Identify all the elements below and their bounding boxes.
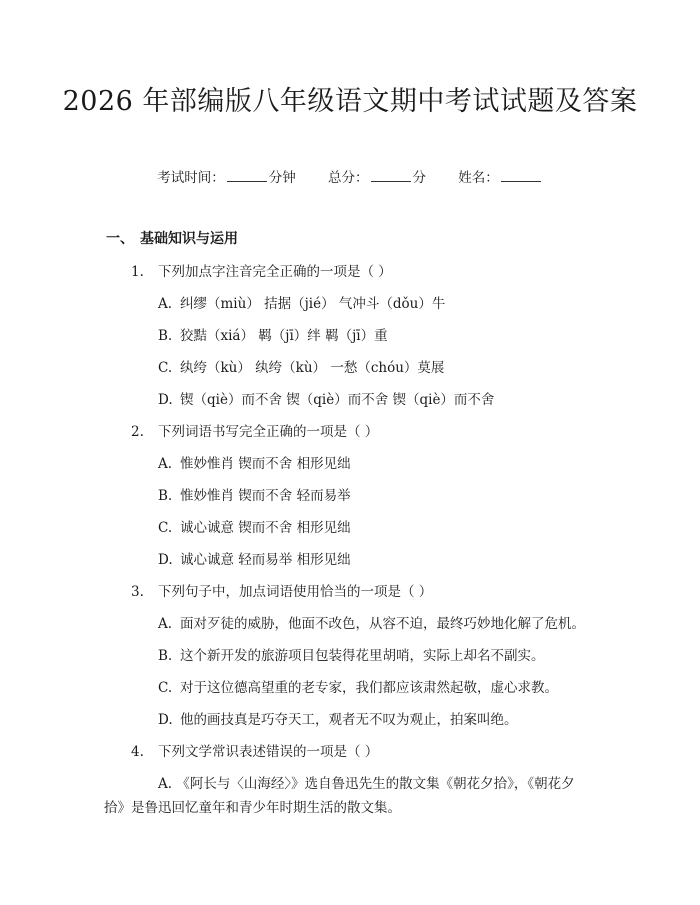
total-score-field bbox=[328, 168, 426, 188]
question-number: 4. bbox=[131, 744, 144, 760]
question-4-option-a-paragraph: A. 《阿长与〈山海经〉》选自鲁迅先生的散文集《朝花夕拾》，《朝花夕拾》是鲁迅回忆童年和青少年时期生活的散文集。 bbox=[104, 776, 575, 816]
option-text: 锲（qiè）而不舍 锲（qiè）而不舍 锲（qiè）而不舍 bbox=[180, 392, 495, 408]
option-label: A. bbox=[158, 296, 173, 312]
option-text: 狡黠（xiá） 羁（jī）绊 羁（jī）重 bbox=[180, 328, 388, 344]
option-text: 诚心诚意 锲而不舍 相形见绌 bbox=[180, 520, 351, 536]
question-3-option-a bbox=[158, 614, 585, 634]
score-label: 总分： bbox=[328, 170, 369, 186]
page-title: 2026 年部编版八年级语文期中考试试题及答案 bbox=[62, 86, 638, 117]
question-2 bbox=[131, 422, 378, 442]
option-label: C. bbox=[158, 360, 173, 376]
question-text: 下列文学常识表述错误的一项是（ ） bbox=[158, 744, 379, 760]
question-1-option-b bbox=[158, 326, 388, 346]
section-title: 基础知识与运用 bbox=[140, 231, 238, 247]
score-blank bbox=[371, 168, 411, 182]
score-unit: 分 bbox=[412, 170, 426, 186]
question-2-option-b bbox=[158, 486, 351, 506]
option-label: D. bbox=[158, 552, 173, 568]
name-label: 姓名： bbox=[458, 170, 499, 186]
time-label: 考试时间： bbox=[157, 170, 225, 186]
question-3-option-d bbox=[158, 710, 518, 730]
option-text: 纨绔（kù） 纨绔（kù） 一愁（chóu）莫展 bbox=[180, 360, 445, 376]
time-unit: 分钟 bbox=[268, 170, 296, 186]
exam-info-line bbox=[0, 168, 700, 188]
question-1-option-d bbox=[158, 390, 494, 410]
question-2-option-d bbox=[158, 550, 351, 570]
section-heading bbox=[106, 229, 238, 249]
question-3 bbox=[131, 582, 432, 602]
option-text: 对于这位德高望重的老专家，我们都应该肃然起敬，虚心求教。 bbox=[180, 680, 558, 696]
name-field bbox=[458, 168, 543, 188]
name-blank bbox=[501, 168, 541, 182]
question-text: 下列加点字注音完全正确的一项是（ ） bbox=[158, 264, 392, 280]
option-text: 惟妙惟肖 锲而不舍 轻而易举 bbox=[180, 488, 351, 504]
exam-time-field bbox=[157, 168, 296, 188]
question-2-option-c bbox=[158, 518, 351, 538]
question-1-option-a bbox=[158, 294, 445, 314]
option-label: B. bbox=[158, 648, 173, 664]
option-label: D. bbox=[158, 392, 173, 408]
option-text: 诚心诚意 轻而易举 相形见绌 bbox=[180, 552, 351, 568]
option-label: A. bbox=[158, 616, 173, 632]
question-2-option-a bbox=[158, 454, 351, 474]
option-label: C. bbox=[158, 680, 173, 696]
question-4 bbox=[131, 742, 378, 762]
option-label: D. bbox=[158, 712, 173, 728]
question-3-option-c bbox=[158, 678, 558, 698]
question-text: 下列词语书写完全正确的一项是（ ） bbox=[158, 424, 379, 440]
question-number: 3. bbox=[131, 584, 144, 600]
question-1 bbox=[131, 262, 392, 282]
question-number: 1. bbox=[131, 264, 144, 280]
time-blank bbox=[227, 168, 267, 182]
question-text: 下列句子中，加点词语使用恰当的一项是（ ） bbox=[158, 584, 433, 600]
option-label: B. bbox=[158, 488, 173, 504]
section-number: 一、 bbox=[106, 231, 134, 247]
option-text: 面对歹徒的威胁，他面不改色，从容不迫，最终巧妙地化解了危机。 bbox=[180, 616, 585, 632]
option-text: 纠缪（miù） 拮据（jié） 气冲斗（dǒu）牛 bbox=[180, 296, 446, 312]
option-label: B. bbox=[158, 328, 173, 344]
option-text: 惟妙惟肖 锲而不舍 相形见绌 bbox=[180, 456, 351, 472]
question-number: 2. bbox=[131, 424, 144, 440]
question-1-option-c bbox=[158, 358, 444, 378]
option-label: C. bbox=[158, 520, 173, 536]
option-label: A. bbox=[158, 456, 173, 472]
question-3-option-b bbox=[158, 646, 545, 666]
option-text: 他的画技真是巧夺天工，观者无不叹为观止，拍案叫绝。 bbox=[180, 712, 518, 728]
option-text: 这个新开发的旅游项目包装得花里胡哨，实际上却名不副实。 bbox=[180, 648, 545, 664]
